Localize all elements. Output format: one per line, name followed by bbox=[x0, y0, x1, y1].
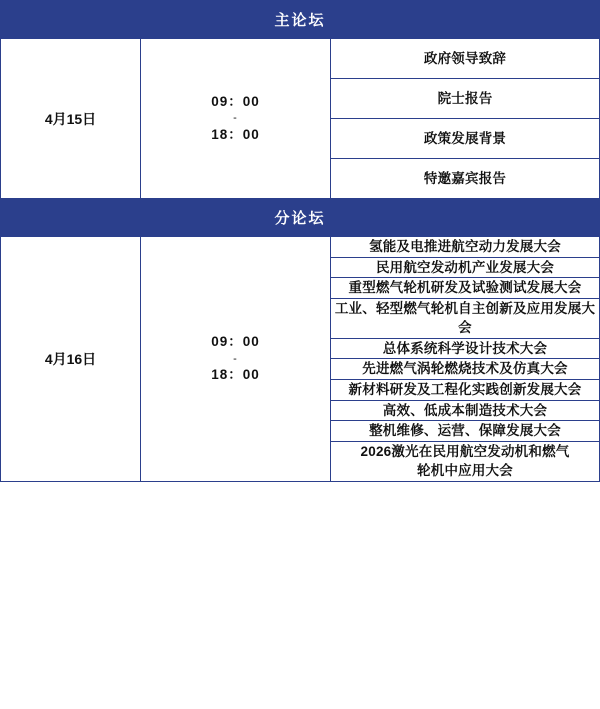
table-row bbox=[331, 441, 599, 481]
table-row bbox=[331, 237, 599, 257]
table-row bbox=[331, 400, 599, 421]
time-dash-main: - bbox=[233, 112, 238, 125]
time-start-main: 09：00 bbox=[211, 93, 260, 109]
table-row bbox=[331, 257, 599, 278]
table-row bbox=[331, 338, 599, 359]
time-end-main: 18：00 bbox=[211, 126, 260, 142]
time-end-sub: 18：00 bbox=[211, 366, 260, 382]
time-dash-sub: - bbox=[233, 352, 238, 365]
topic-cell: 先进燃气涡轮燃烧技术及仿真大会 bbox=[331, 359, 599, 380]
section-header-row-sub bbox=[1, 199, 600, 237]
sub-topics-container bbox=[331, 237, 600, 482]
topic-cell: 政策发展背景 bbox=[331, 119, 600, 159]
table-row bbox=[331, 298, 599, 338]
topic-cell: 重型燃气轮机研发及试验测试发展大会 bbox=[331, 278, 599, 299]
topic-cell: 整机维修、运营、保障发展大会 bbox=[331, 421, 599, 442]
date-cell-sub: 4月16日 bbox=[1, 237, 141, 482]
date-cell-main: 4月15日 bbox=[1, 39, 141, 199]
topic-cell: 工业、轻型燃气轮机自主创新及应用发展大会 bbox=[331, 298, 599, 338]
topic-cell: 新材料研发及工程化实践创新发展大会 bbox=[331, 379, 599, 400]
table-row bbox=[331, 278, 599, 299]
table-row bbox=[331, 379, 599, 400]
schedule-row-sub bbox=[1, 237, 600, 482]
topic-cell: 特邀嘉宾报告 bbox=[331, 159, 600, 199]
table-row bbox=[331, 359, 599, 380]
time-cell-sub bbox=[141, 237, 331, 482]
sub-topics-table bbox=[331, 237, 599, 481]
section-header-row-main bbox=[1, 1, 600, 39]
topic-cell: 院士报告 bbox=[331, 79, 600, 119]
section-title-main: 主论坛 bbox=[1, 1, 600, 39]
topic-cell: 民用航空发动机产业发展大会 bbox=[331, 257, 599, 278]
topic-cell: 2026激光在民用航空发动机和燃气轮机中应用大会 bbox=[360, 443, 570, 479]
table-row bbox=[331, 421, 599, 442]
topic-cell: 高效、低成本制造技术大会 bbox=[331, 400, 599, 421]
topic-cell: 氢能及电推进航空动力发展大会 bbox=[331, 237, 599, 257]
topic-cell: 政府领导致辞 bbox=[331, 39, 600, 79]
schedule-row-main bbox=[1, 39, 600, 79]
time-cell-main bbox=[141, 39, 331, 199]
section-title-sub: 分论坛 bbox=[1, 199, 600, 237]
topic-cell: 总体系统科学设计技术大会 bbox=[331, 338, 599, 359]
time-start-sub: 09：00 bbox=[211, 333, 260, 349]
